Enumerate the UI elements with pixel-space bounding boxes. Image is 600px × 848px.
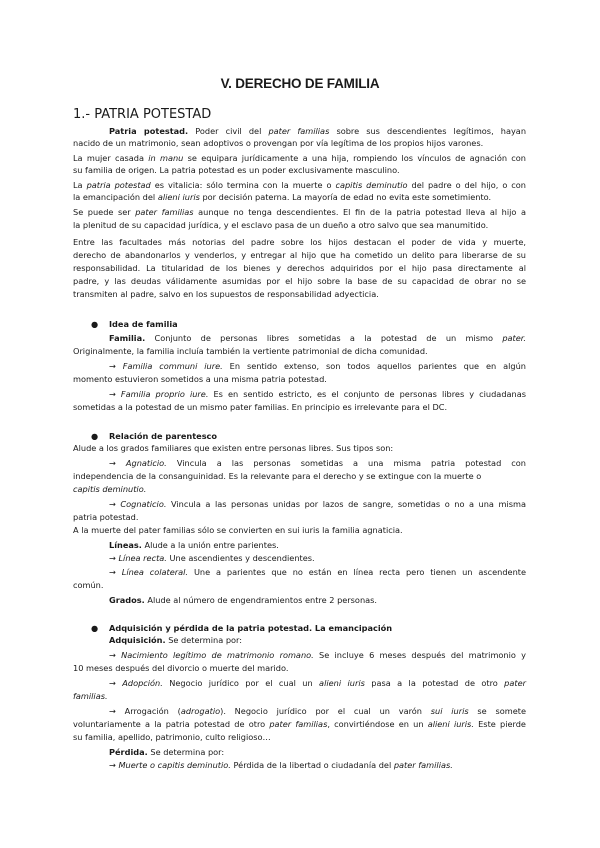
arrow-icon: → [109,706,116,716]
arrow-icon: → [109,567,116,577]
section-heading-patria-potestad: 1.- PATRIA POTESTAD [73,107,212,122]
paragraph-line: padre, y las deudas válidamente asumidas por el hijo sobre la base de su capacidad de obrar no se [73,276,526,286]
paragraph-line: su familia de origen. La patria potestad es un poder exclusivamente masculino. [73,165,400,175]
paragraph-line: patria potestad. [73,512,139,522]
paragraph-line: transmiten al padre, salvo en los supuestos de responsabilidad adyecticia. [73,289,379,299]
paragraph-line: Pérdida. Se determina por: [109,747,225,757]
arrow-icon: → [109,458,116,468]
paragraph-line: Patria potestad. Poder civil del pater familias sobre sus descendientes legítimos, hayan [109,126,527,136]
paragraph-line: voluntariamente a la patria potestad de otro pater familias, convirtiéndose en un alieni iuris. Este pierde [73,719,526,729]
arrow-icon: → [109,760,116,770]
paragraph-line: → Familia proprio iure. Es en sentido estricto, es el conjunto de personas libres y ciudadanas [109,389,527,399]
paragraph-line: la emancipación del alieni iuris por decisión paterna. La mayoría de edad no evita este sometimiento. [73,192,492,202]
paragraph-line: La mujer casada in manu se equipara jurídicamente a una hija, rompiendo los vínculos de agnación con [73,153,526,163]
paragraph-line: la plenitud de su capacidad jurídica, y el esclavo pasa de un dueño a otro salvo que sea manumitido. [73,220,489,230]
paragraph-line: Entre las facultades más notorias del padre sobre los hijos destacan el poder de vida y muerte, [73,237,526,247]
bullet-icon: ● [91,431,99,441]
bullet-icon: ● [91,623,99,633]
paragraph-line: → Línea recta. Une ascendientes y descendientes. [109,553,315,563]
arrow-icon: → [109,499,116,509]
arrow-icon: → [109,678,116,688]
paragraph-line: Alude a los grados familiares que existen entre personas libres. Sus tipos son: [73,443,394,453]
paragraph-line: familias. [73,691,108,701]
paragraph-line: momento estuvieron sometidos a una misma patria potestad. [73,374,327,384]
arrow-icon: → [109,553,116,563]
paragraph-line: → Cognaticio. Vincula a las personas unidas por lazos de sangre, sometidas o no a una misma [109,499,526,509]
arrow-icon: → [109,361,116,371]
paragraph-line: su familia, apellido, patrimonio, culto religioso… [73,732,271,742]
paragraph-line: → Nacimiento legítimo de matrimonio romano. Se incluye 6 meses después del matrimonio y [109,650,527,660]
paragraph-line: 10 meses después del divorcio o muerte del marido. [73,663,289,673]
paragraph-line: → Agnaticio. Vincula a las personas sometidas a una misma patria potestad con [109,458,526,468]
paragraph-line: derecho de abandonarlos y venderlos, y entregar al hijo que ha cometido un delito para liberarse de su [73,250,526,260]
paragraph-line: sometidas a la potestad de un mismo pater familias. En principio es irrelevante para el DC. [73,402,448,412]
paragraph-line: independencia de la consanguinidad. Es la relevante para el derecho y se extingue con la muerte o [73,471,482,481]
paragraph-line: Originalmente, la familia incluía también la vertiente patrimonial de dicha comunidad. [73,346,428,356]
paragraph-line: responsabilidad. La titularidad de los bienes y derechos adquiridos por el hijo pasa directamente al [73,263,526,273]
paragraph-line: A la muerte del pater familias sólo se convierten en sui iuris la familia agnaticia. [73,525,403,535]
paragraph-line: común. [73,580,104,590]
paragraph-line: → Línea colateral. Une a parientes que no están en línea recta pero tienen un ascendente [109,567,527,577]
paragraph-line: → Muerte o capitis deminutio. Pérdida de la libertad o ciudadanía del pater familias. [109,760,453,770]
paragraph-line: Familia. Conjunto de personas libres sometidas a la potestad de un mismo pater. [109,333,527,343]
subsection-heading-parentesco: ● Relación de parentesco [91,431,218,441]
paragraph-line: Adquisición. Se determina por: [109,635,243,645]
paragraph-line: La patria potestad es vitalicia: sólo termina con la muerte o capitis deminutio del padre o del hijo, o con [73,180,526,190]
paragraph-line: Líneas. Alude a la unión entre parientes. [109,540,279,550]
paragraph-line: Grados. Alude al número de engendramientos entre 2 personas. [109,595,378,605]
paragraph-line: nacido de un matrimonio, sean adoptivos o provengan por vía legítima de los propios hijos varones. [73,138,484,148]
paragraph-line: capitis deminutio. [73,484,147,494]
document-title: V. DERECHO DE FAMILIA [220,76,380,91]
subsection-heading-idea-familia: ● Idea de familia [91,319,178,329]
arrow-icon: → [109,389,116,399]
paragraph-line: → Arrogación (adrogatio). Negocio jurídico por el cual un varón sui iuris se somete [109,706,526,716]
subsection-heading-adquisicion: ● Adquisición y pérdida de la patria potestad. La emancipación [91,623,393,633]
arrow-icon: → [109,650,116,660]
paragraph-line: → Adopción. Negocio jurídico por el cual un alieni iuris pasa a la potestad de otro pater [109,678,526,688]
bullet-icon: ● [91,319,99,329]
paragraph-line: → Familia communi iure. En sentido extenso, son todos aquellos parientes que en algún [109,361,526,371]
paragraph-line: Se puede ser pater familias aunque no tenga descendientes. El fin de la patria potestad lleva al hijo a [73,207,526,217]
